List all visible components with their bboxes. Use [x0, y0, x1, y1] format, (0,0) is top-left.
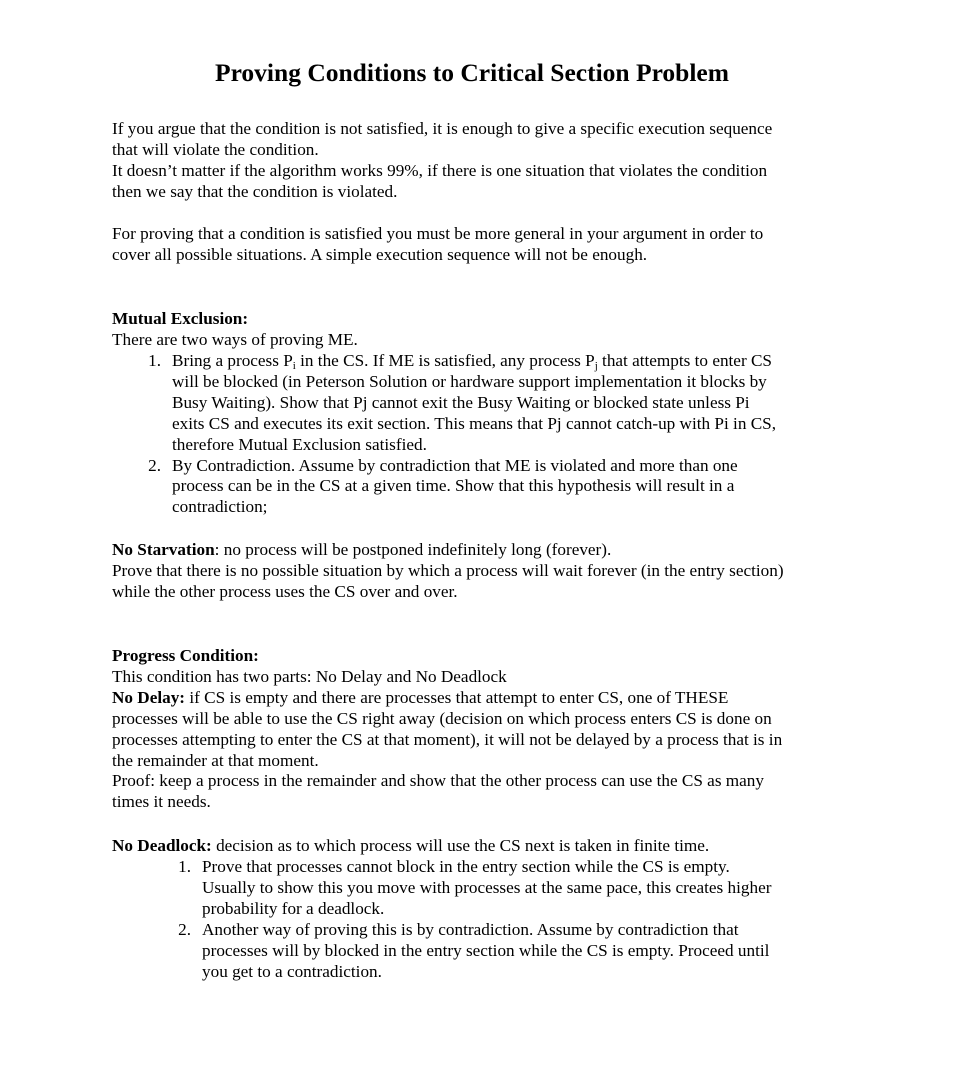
text-line: you get to a contradiction. [202, 961, 382, 981]
text-line: then we say that the condition is violated. [112, 181, 398, 201]
section-heading: Mutual Exclusion: [112, 309, 249, 328]
text-line: process can be in the CS at a given time. Show that this hypothesis will result in a [172, 476, 735, 496]
list-item [178, 919, 852, 983]
text-line: It doesn’t matter if the algorithm works 99%, if there is one situation that violates the condition [112, 160, 768, 180]
list-number: 2. [178, 919, 191, 939]
text-line [172, 351, 852, 372]
text-line: times it needs. [112, 792, 211, 812]
list-number: 1. [178, 857, 191, 876]
no-delay-label: No Delay: [112, 687, 186, 707]
general-proof-paragraph [112, 224, 842, 266]
section-lead: There are two ways of proving ME. [112, 329, 358, 349]
no-deadlock-list [178, 857, 852, 982]
text-fragment: decision as to which process will use the CS next is taken in finite time. [211, 836, 710, 855]
text-line [112, 688, 842, 709]
text-line: exits CS and executes its exit section. This means that Pj cannot catch-up with Pi in CS, [172, 413, 777, 433]
subscript: i [292, 360, 296, 372]
text-line: Busy Waiting). Show that Pj cannot exit the Busy Waiting or blocked state unless Pi [172, 392, 750, 412]
text-line: Prove that processes cannot block in the entry section while the CS is empty. [202, 857, 730, 876]
text-fragment: Bring a process P [172, 351, 293, 370]
list-item [178, 857, 852, 920]
text-line: therefore Mutual Exclusion satisfied. [172, 434, 427, 454]
section-heading: Progress Condition: [112, 646, 259, 665]
mutual-exclusion-section [112, 309, 842, 351]
text-line: Usually to show this you move with processes at the same pace, this creates higher [202, 877, 772, 897]
text-fragment: that attempts to enter CS [597, 351, 772, 370]
text-line: while the other process uses the CS over and over. [112, 581, 458, 601]
section-lead: This condition has two parts: No Delay and No Deadlock [112, 666, 507, 686]
text-line: probability for a deadlock. [202, 898, 385, 918]
text-line: processes attempting to enter the CS at that moment), it will not be delayed by a process that is in [112, 729, 783, 749]
intro-paragraph [112, 119, 842, 203]
text-line [112, 540, 842, 561]
no-deadlock-section [112, 836, 842, 857]
subscript: j [594, 360, 598, 372]
text-line: For proving that a condition is satisfied you must be more general in your argument in order to [112, 224, 764, 243]
text-line: the remainder at that moment. [112, 750, 319, 770]
list-number: 1. [148, 351, 161, 370]
text-line: processes will be able to use the CS right away (decision on which process enters CS is done on [112, 708, 772, 728]
text-line: contradiction; [172, 497, 268, 517]
list-item [148, 351, 852, 456]
text-line: Prove that there is no possible situation by which a process will wait forever (in the entry section) [112, 560, 784, 580]
page-title: Proving Conditions to Critical Section Problem [215, 58, 729, 87]
text-line [112, 836, 842, 857]
text-fragment: : no process will be postponed indefinitely long (forever). [214, 540, 612, 559]
text-fragment: in the CS. If ME is satisfied, any process P [295, 351, 595, 370]
text-line: processes will by blocked in the entry section while the CS is empty. Proceed until [202, 940, 770, 960]
no-starvation-section [112, 540, 842, 603]
no-deadlock-label: No Deadlock: [112, 836, 212, 855]
list-item [148, 455, 852, 519]
text-line: cover all possible situations. A simple execution sequence will not be enough. [112, 244, 648, 264]
text-line: Proof: keep a process in the remainder and show that the other process can use the CS as many [112, 771, 764, 791]
text-line: will be blocked (in Peterson Solution or hardware support implementation it blocks by [172, 371, 767, 391]
list-number: 2. [148, 455, 161, 475]
text-line: If you argue that the condition is not satisfied, it is enough to give a specific execution sequence [112, 119, 773, 138]
text-line: Another way of proving this is by contradiction. Assume by contradiction that [202, 919, 739, 939]
mutual-exclusion-list [148, 351, 852, 518]
text-line: By Contradiction. Assume by contradiction that ME is violated and more than one [172, 455, 738, 475]
progress-section [112, 646, 842, 813]
section-heading: No Starvation [112, 540, 215, 559]
text-fragment: if CS is empty and there are processes that attempt to enter CS, one of THESE [185, 687, 729, 707]
text-line: that will violate the condition. [112, 139, 319, 159]
